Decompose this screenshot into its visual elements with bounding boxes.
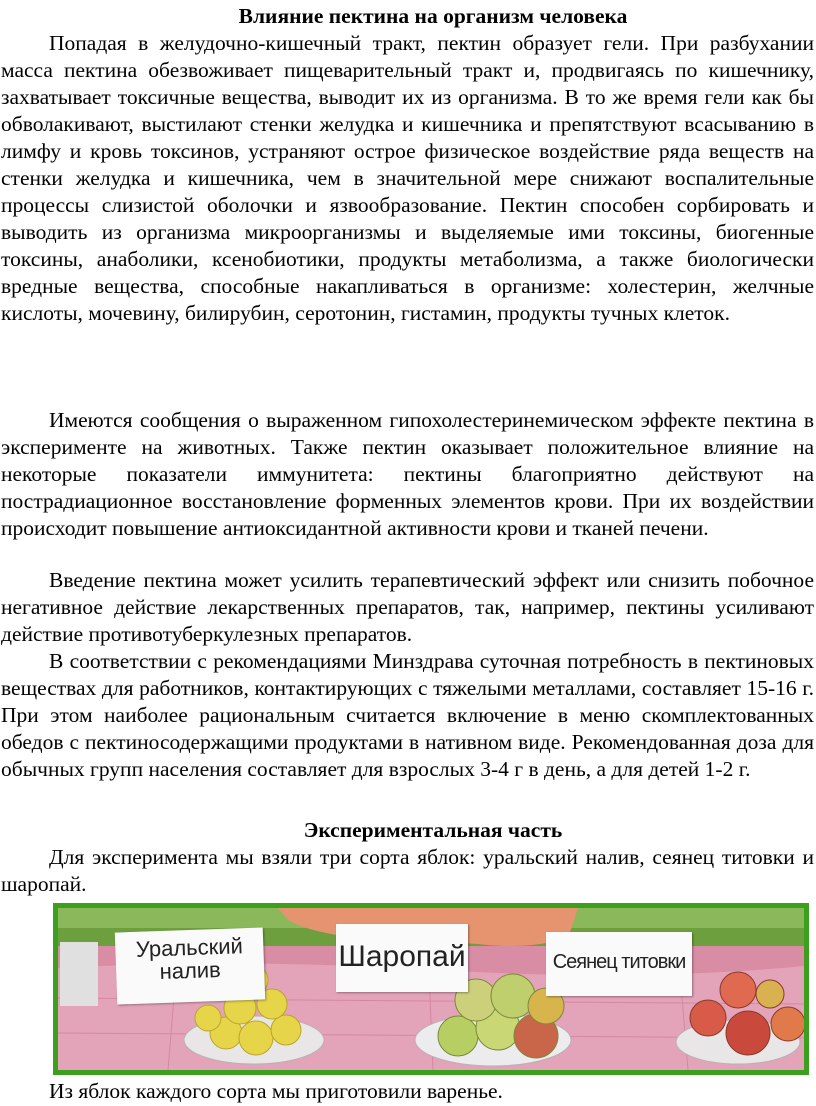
paragraph-5: Для эксперимента мы взяли три сорта яблок: уральский налив, сеянец титовки и шаропай.	[1, 845, 814, 896]
paragraph-4: В соответствии с рекомендациями Минздрава суточная потребность в пектиновых веществах для работников, контактирующих с тяжелыми металлами, составляет 15-16 г. При этом наиболее рациональным считается включение в меню скомплектованных обедов с пектиносодержащими продуктами в нативном виде. Рекомендованная доза для обычных групп населения составляет для взрослых 3-4 г в день, а для детей 1-2 г.	[1, 649, 814, 781]
paragraph-2: Имеются сообщения о выраженном гипохолестеринемическом эффекте пектина в эксперименте на животных. Также пектин оказывает положительное влияние на некоторые показатели иммунитета: пектины благоприятно действуют на пострадиационное восстановление форменных элементов крови. При их воздействии происходит повышение антиоксидантной активности крови и тканей печени.	[1, 408, 814, 540]
paragraph-1: Попадая в желудочно-кишечный тракт, пектин образует гели. При разбухании масса пектина обезвоживает пищеварительный тракт и, продвигаясь по кишечнику, захватывает токсичные вещества, выводит их из организма. В то же время гели как бы обволакивают, выстилают стенки желудка и кишечника и препятствуют всасыванию в лимфу и кровь токсинов, устраняют острое физическое воздействие ряда веществ на стенки желудка и кишечника, чем в значительной мере снижают воспалительные процессы слизистой оболочки и язвообразование. Пектин способен сорбировать и выводить из организма микроорганизмы и выделяемые ими токсины, биогенные токсины, анаболики, ксенобиотики, продукты метаболизма, а также биологически вредные вещества, способные накапливаться в организме: холестерин, желчные кислоты, мочевину, билирубин, серотонин, гистамин, продукты тучных клеток.	[1, 31, 814, 325]
paragraph-3: Введение пектина может усилить терапевтический эффект или снизить побочное негативное действие лекарственных препаратов, так, например, пектины усиливают действие противотуберкулезных препаратов.	[1, 568, 814, 646]
sign-uralsky-naliv	[115, 927, 265, 1004]
apples-photo	[53, 903, 809, 1075]
sign-sharopai: Шаропай	[336, 924, 468, 992]
section-heading-pectin-effects: Влияние пектина на организм человека	[238, 4, 628, 28]
section-heading-experimental: Экспериментальная часть	[303, 818, 563, 842]
sign-uralsky-line2: налив	[159, 957, 222, 985]
photo-caption: Из яблок каждого сорта мы приготовили варенье.	[49, 1079, 503, 1103]
sign-seyanets-titovki: Сеянец титовки	[546, 932, 692, 996]
sign-uralsky-line1: Уральский	[135, 933, 244, 962]
